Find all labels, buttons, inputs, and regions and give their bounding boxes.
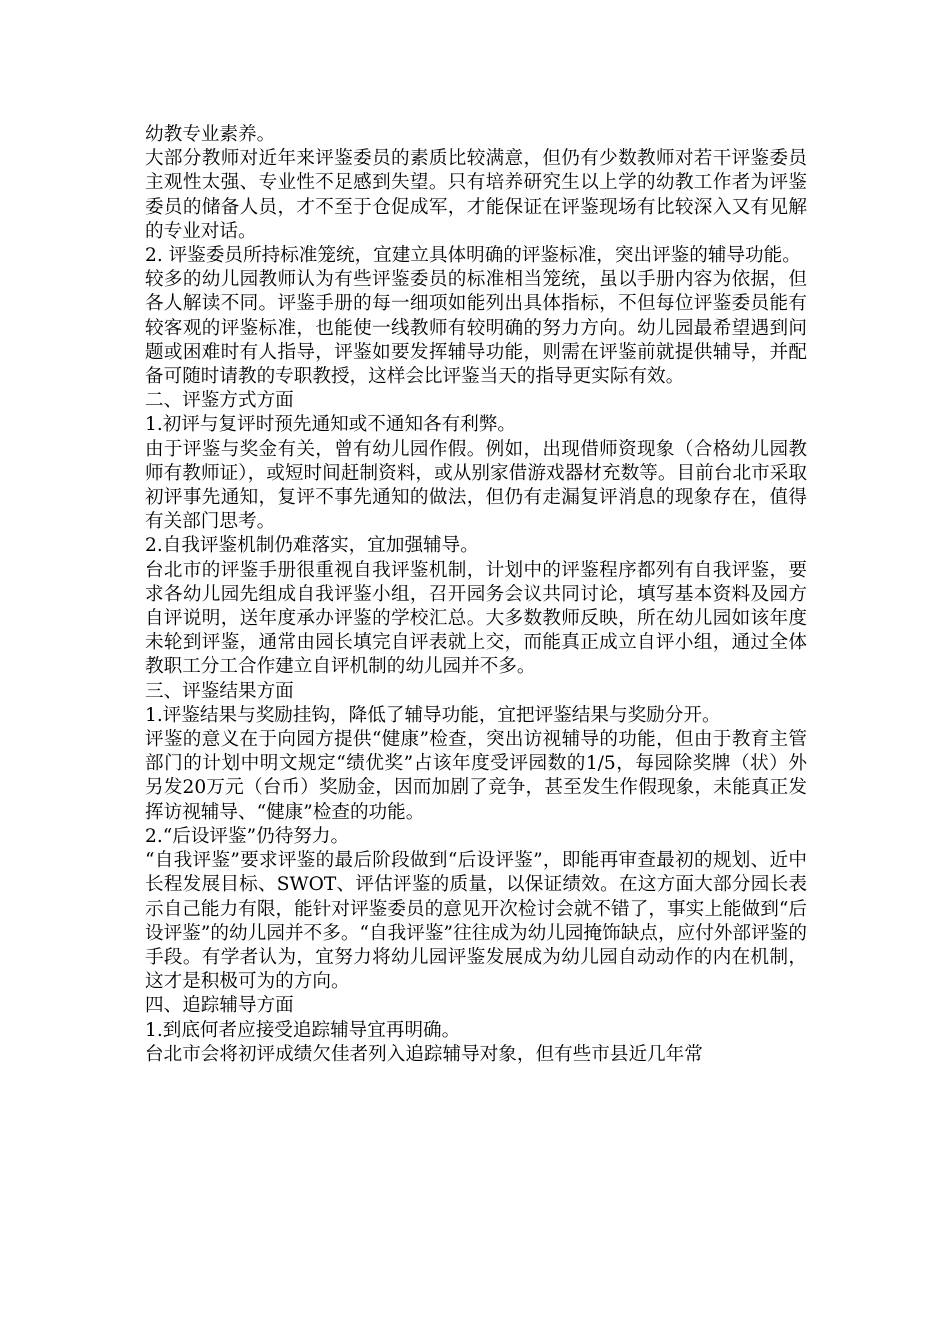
paragraph: 幼教专业素养。 bbox=[145, 124, 276, 145]
paragraph: 台北市会将初评成绩欠佳者列入追踪辅导对象，但有些市县近几年常 bbox=[145, 1043, 703, 1065]
section-item-heading: 2.自我评鉴机制仍难落实，宜加强辅导。 bbox=[145, 535, 479, 557]
paragraph: 评鉴的意义在于向园方提供“健康”检查，突出访视辅导的功能，但由于教育主管部门的计划中明文规定“绩优奖”占该年度受评园数的1/5，每园除奖牌（状）外另发20万元（台币）奖励金，因而加剧了竞争，甚至发生作假现象，未能真正发挥访视辅导、“健康”检查的功能。 bbox=[145, 729, 807, 823]
section-item-heading: 1.到底何者应接受追踪辅导宜再明确。 bbox=[145, 1019, 461, 1041]
paragraph: “自我评鉴”要求评鉴的最后阶段做到“后设评鉴”，即能再审查最初的规划、近中长程发展目标、SWOT、评估评鉴的质量，以保证绩效。在这方面大部分园长表示自己能力有限，能针对评鉴委员的意见开次检讨会就不错了，事实上能做到“后设评鉴”的幼儿园并不多。“自我评鉴”往往成为幼儿园掩饰缺点，应付外部评鉴的手段。有学者认为，宜努力将幼儿园评鉴发展成为幼儿园自动动作的内在机制，这才是积极可为的方向。 bbox=[145, 850, 807, 993]
section-item-heading: 2.“后设评鉴”仍待努力。 bbox=[145, 825, 350, 847]
section-heading: 二、评鉴方式方面 bbox=[145, 390, 294, 412]
paragraph: 大部分教师对近年来评鉴委员的素质比较满意，但仍有少数教师对若干评鉴委员主观性太强、专业性不足感到失望。只有培养研究生以上学的幼教工作者为评鉴委员的储备人员，才不至于仓促成军，才能保证在评鉴现场有比较深入又有见解的专业对话。 bbox=[145, 148, 807, 242]
document-body bbox=[145, 123, 807, 1067]
section-heading: 三、评鉴结果方面 bbox=[145, 680, 294, 702]
section-item-heading: 1.初评与复评时预先通知或不通知各有利弊。 bbox=[145, 414, 517, 436]
paragraph: 台北市的评鉴手册很重视自我评鉴机制，计划中的评鉴程序都列有自我评鉴，要求各幼儿园先组成自我评鉴小组，召开园务会议共同讨论，填写基本资料及园方自评说明，送年度承办评鉴的学校汇总。大多数教师反映，所在幼儿园如该年度未轮到评鉴，通常由园长填完自评表就上交，而能真正成立自评小组，通过全体教职工分工合作建立自评机制的幼儿园并不多。 bbox=[145, 559, 807, 678]
paragraph: 由于评鉴与奖金有关，曾有幼儿园作假。例如，出现借师资现象（合格幼儿园教师有教师证），或短时间赶制资料，或从别家借游戏器材充数等。目前台北市采取初评事先通知，复评不事先通知的做法，但仍有走漏复评消息的现象存在，值得有关部门思考。 bbox=[145, 438, 807, 533]
section-item-heading: 2. 评鉴委员所持标准笼统，宜建立具体明确的评鉴标准，突出评鉴的辅导功能。 bbox=[145, 245, 801, 267]
section-heading: 四、追踪辅导方面 bbox=[145, 995, 294, 1017]
paragraph: 较多的幼儿园教师认为有些评鉴委员的标准相当笼统，虽以手册内容为依据，但各人解读不同。评鉴手册的每一细项如能列出具体指标，不但每位评鉴委员能有较客观的评鉴标准，也能使一线教师有较明确的努力方向。幼儿园最希望遇到问题或困难时有人指导，评鉴如要发挥辅导功能，则需在评鉴前就提供辅导，并配备可随时请教的专职教授，这样会比评鉴当天的指导更实际有效。 bbox=[145, 269, 807, 388]
section-item-heading: 1.评鉴结果与奖励挂钩，降低了辅导功能，宜把评鉴结果与奖励分开。 bbox=[145, 704, 721, 726]
